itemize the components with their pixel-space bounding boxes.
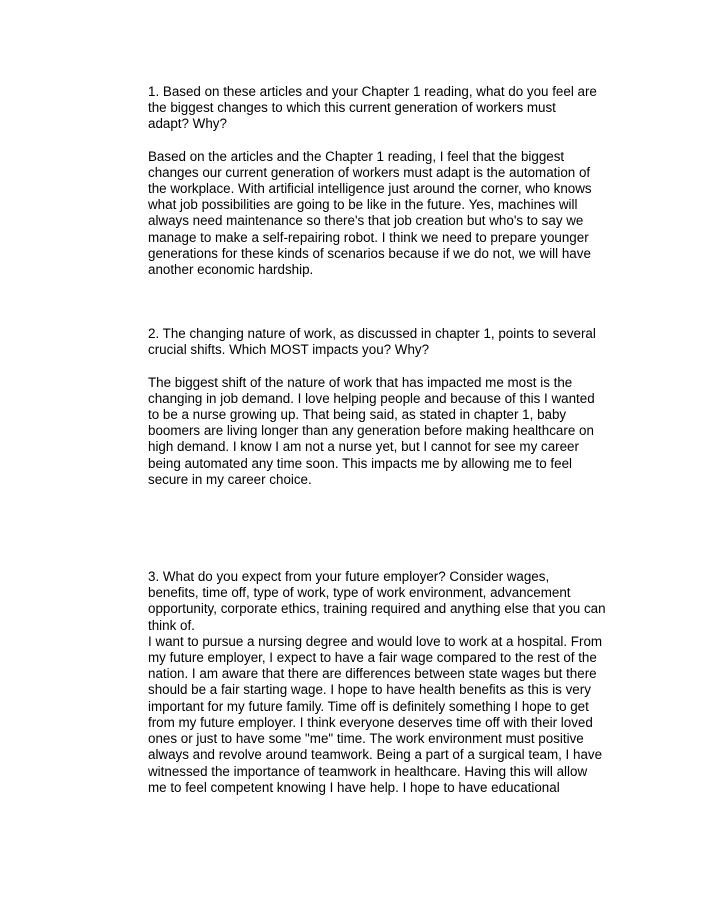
question-1: 1. Based on these articles and your Chapter 1 reading, what do you feel are the biggest changes to which this current generation of workers must adapt? Why? (148, 84, 597, 132)
question-2: 2. The changing nature of work, as discussed in chapter 1, points to several crucial shifts. Which MOST impacts you? Why? (148, 326, 596, 358)
answer-2: The biggest shift of the nature of work that has impacted me most is the changing in job demand. I love helping people and because of this I wanted to be a nurse growing up. That being said, as stated in chapter 1, baby boomers are living longer than any generation before making healthcare on high demand. I know I am not a nurse yet, but I cannot for see my career being automated any time soon. This impacts me by allowing me to feel secure in my career choice. (148, 374, 595, 487)
answer-3: I want to pursue a nursing degree and would love to work at a hospital. From my future employer, I expect to have a fair wage compared to the rest of the nation. I am aware that there are differences between state wages but there should be a fair starting wage. I hope to have health benefits as this is very important for my future family. Time off is definitely something I hope to get from my future employer. I think everyone deserves time off with their loved ones or just to have some "me" time. The work environment must positive always and revolve around teamwork. Being a part of a surgical team, I have witnessed the importance of teamwork in healthcare. Having this will allow me to feel competent knowing I have help. I hope to have educational (148, 633, 603, 795)
question-3: 3. What do you expect from your future employer? Consider wages, benefits, time off, type of work, type of work environment, advancement opportunity, corporate ethics, training required and anything else that you can think of. (148, 569, 606, 633)
document-page (148, 84, 632, 796)
answer-1: Based on the articles and the Chapter 1 reading, I feel that the biggest changes our current generation of workers must adapt is the automation of the workplace. With artificial intelligence just around the corner, who knows what job possibilities are going to be like in the future. Yes, machines will always need maintenance so there's that job creation but who's to say we manage to make a self-repairing robot. I think we need to prepare younger generations for these kinds of scenarios because if we do not, we will have another economic hardship. (148, 148, 592, 278)
